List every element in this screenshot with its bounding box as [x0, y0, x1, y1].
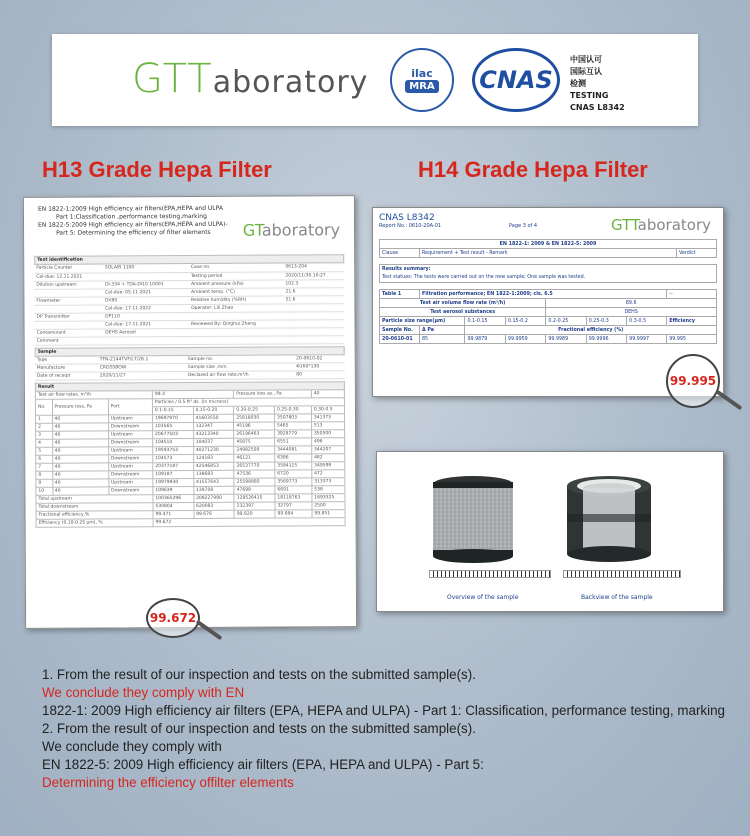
result-row-cell: 40 [52, 463, 108, 471]
result-row-cell: Upstream [108, 447, 152, 455]
identification-row-cell: Cal-due: 17.11.2022 [103, 304, 189, 312]
sample-row-cell: 80 [294, 371, 345, 379]
result-row-cell: 3 [36, 431, 53, 439]
sample-row-cell: Sample size ,mm [186, 363, 294, 372]
identification-row-cell: Ambient pressure (kPa) [189, 280, 283, 288]
identification-row-cell: 102.3 [283, 279, 344, 287]
result-row-cell: 40 [52, 455, 108, 463]
result-row-cell: 40 [52, 487, 108, 495]
fractional-efficiency-row-cell: 99.471 [153, 510, 194, 518]
result-table: Result Test air flow rates, m³/h 99.3 Pressure loss as., Pa 40 No. Pressure loss, Pa Port Particles / 0.5 ft³ ds. (in microns) 0.1-0.15 0.15-0.20 0.20-0.25 0.25-0.30 0.30-0.5 1 40 Upstream 19697970 41603550 25818030 3507803 341373 2 40 Downstream 103565 132347 45196 5465 513 3 40 Upstream 20677503 43213340 26196463 3928779 350500 4 40 Downstream 104510 104037 45875 6551 496 5 40 Upstream 19593753 40271230 24982509 3444081 344207 6 40 Downstream 104573 124183 46121 6386 482 7 40 Upstream 20377187 42546853 26537770 3584115 349599 8 40 Downstream 109187 138683 47536 6720 472 9 40 Upstream 19979930 41557643 25598880 3569773 313373 10 40 Downstream 109639 139708 47698 6691 538 Total upstream 100365296 209227990 128526415 18118763 1693325 Total downstream 530804 620083 232397 32797 2500 Fractional efficiency,% 99.471 99.676 99.820 99.884 99.851 Efficiency (0.10-0.25 μm), % 99.672 [35, 381, 346, 528]
result-row-cell: 7 [36, 463, 53, 471]
identification-row-cell: DP110 [103, 312, 189, 320]
gtt-laboratory-logo: GTTaboratory [132, 56, 369, 102]
result-row-cell: 109187 [153, 470, 194, 478]
scale-ruler-right [563, 570, 681, 578]
identification-row-cell: Ambient temp. (°C) [189, 288, 283, 296]
result-row-cell: 132347 [193, 422, 234, 430]
result-row-cell: 482 [312, 454, 345, 462]
result-row-cell: Downstream [108, 423, 152, 431]
result-row-cell: 3507803 [274, 414, 311, 422]
identification-row-cell: 21.6 [283, 287, 344, 295]
result-row-cell: 341373 [311, 414, 344, 422]
result-row-cell: 313373 [312, 478, 345, 486]
result-row-cell: 40 [52, 431, 108, 439]
result-row-cell: 3584115 [275, 462, 312, 470]
total-upstream-row-label: Total upstream [36, 495, 153, 504]
result-row-cell: 42546853 [193, 462, 234, 470]
h14-summary: Results summary: Test statues: The tests were carried out on the new sample; One sample was tested. [379, 264, 717, 283]
result-row-cell: 19979930 [153, 478, 194, 486]
sample-row-cell: 20-0610-02 [294, 355, 345, 363]
sample-row-cell: Manufacture [35, 364, 98, 372]
h14-performance-table: Table 1 Filtration performance; EN 1822-1:2009; cls. 6.5 -- Test air volume flow rate (m³/h) 89.6 Test aerosol substances DEHS Particle size range(μm) 0.1-0.15 0.15-0.2 0.2-0.25 0.25-0.3 0.3-0.5 Efficiency Sample No. Δ Pa Fractional efficiency (%) 20-0610-01 85 99.9879 99.9959 99.9989 99.9996 99.9997 99.995 [379, 289, 717, 344]
sample-table: Sample [35, 346, 345, 357]
h14-heading: H14 Grade Hepa Filter [418, 157, 648, 182]
sample-row-cell: TFN-2144TVF/L7/26.1 [98, 356, 186, 364]
result-row-cell: 40 [52, 439, 108, 447]
result-row-cell: 46121 [234, 454, 275, 462]
result-row-cell: 41557643 [193, 478, 234, 486]
identification-row-cell: Testing period [189, 272, 283, 280]
result-row-cell: 344207 [312, 446, 345, 454]
fractional-efficiency-row-label: Fractional efficiency,% [36, 511, 153, 520]
ilac-mra-logo: ilac MRA [390, 48, 454, 112]
result-row-cell: 19593753 [153, 446, 194, 454]
identification-row-cell: Dilution upstream [34, 280, 103, 288]
identification-row-cell: Flowmeter [34, 296, 103, 304]
result-row-cell: 47698 [234, 486, 275, 494]
fractional-efficiency-row-cell: 99.851 [312, 510, 345, 518]
identification-row-cell: Contaminant [35, 328, 104, 336]
result-row-cell: 350500 [311, 430, 344, 438]
report-logo: GTaboratory [242, 220, 341, 240]
identification-row-cell: Case no. [189, 264, 283, 272]
h14-header-table: EN 1822-1: 2009 & EN 1822-5: 2009 Clause Requirement + Test result - Remark Verdict [379, 239, 717, 258]
fractional-efficiency-row-cell: 99.884 [275, 510, 312, 518]
result-row-cell: 5 [36, 447, 53, 455]
identification-row-cell [284, 335, 345, 343]
result-row-cell: 10 [36, 487, 53, 495]
cnas-number: CNAS L8342 [379, 213, 435, 223]
total-upstream-row-cell: 128526415 [234, 494, 275, 502]
result-row-cell: 104510 [153, 438, 194, 446]
result-row-cell: 6386 [275, 454, 312, 462]
result-row-cell: 40 [52, 423, 108, 431]
filter-overview-image [429, 474, 517, 564]
result-row-cell: 472 [312, 470, 345, 478]
result-row-cell: 8 [36, 471, 53, 479]
backview-caption: Backview of the sample [581, 594, 653, 601]
identification-row-cell: DI-334 + TDA-DI10 10001 [103, 280, 189, 288]
magnifier-h14-efficiency: 99.995 [666, 354, 720, 408]
result-row-cell: 2 [36, 423, 53, 431]
identification-table: Test identification [34, 254, 344, 265]
result-row-cell: 45196 [234, 422, 275, 430]
sample-row-cell: Declared air flow rate,m³/h [186, 371, 294, 380]
result-row-cell: Upstream [108, 479, 152, 487]
result-row-cell: 25818030 [234, 414, 275, 422]
result-row-cell: 40 [52, 471, 108, 479]
identification-rows [34, 263, 344, 345]
identification-row-cell [189, 336, 283, 344]
fractional-efficiency-row-cell: 99.676 [194, 510, 235, 518]
identification-row-cell: 51.6 [283, 295, 344, 303]
result-row-cell: 3928779 [275, 430, 312, 438]
sample-row [35, 371, 345, 381]
identification-row-cell: Cal-due: 12.11.2021 [34, 272, 103, 280]
total-upstream-row-cell: 18118763 [275, 494, 312, 502]
result-row-cell: 19697970 [152, 414, 193, 422]
total-upstream-row-cell: 209227990 [194, 494, 235, 502]
identification-row-cell: Cal-due: 05.11.2021 [103, 288, 189, 296]
identification-row-cell: SOLAIR 1100 [103, 264, 189, 272]
result-row-cell: 1 [36, 415, 53, 423]
result-row-cell: Downstream [108, 471, 152, 479]
result-row-cell: 47536 [234, 470, 275, 478]
result-row-cell: 6691 [275, 486, 312, 494]
result-row-cell: 5465 [275, 422, 312, 430]
result-row-cell: 40 [52, 415, 108, 423]
result-row-cell: 20677503 [153, 430, 194, 438]
h13-heading: H13 Grade Hepa Filter [42, 157, 272, 182]
total-downstream-row-cell: 620083 [194, 502, 235, 510]
total-downstream-row-cell: 32797 [275, 502, 312, 510]
filter-backview-image [563, 474, 655, 564]
scale-ruler-left [429, 570, 551, 578]
result-row-cell: 3444081 [275, 446, 312, 454]
identification-row-cell: Comment [35, 336, 104, 344]
result-row-cell: 40 [52, 479, 108, 487]
result-row-cell: Upstream [108, 415, 152, 423]
identification-row-cell: Particle Counter [34, 264, 103, 272]
result-row-cell: Downstream [108, 439, 152, 447]
result-row-cell: Downstream [109, 487, 153, 495]
total-downstream-row-cell: 530804 [153, 502, 194, 510]
h14-test-report: CNAS L8342 Report No.: 0610-20A-01 Page 3 of 4 GTTaboratory EN 1822-1: 2009 & EN 1822-5: 2009 Clause Requirement + Test result - Remark Verdict Results summary: Test statues: The tests were carried out on the new sample; One sample was tested. Table 1 Filtration performance; EN 1822-1:2009; cls. 6.5 -- Test air volume flow rate (m³/h) 89.6 Test aerosol substances DEHS Particle size range(μm) 0.1-0.15 0.15-0.2 0.2-0.25 0.25-0.3 0.3-0.5 Efficiency Sample No. Δ Pa Fractional efficiency (%) 20-0610-01 85 99.9879 99.9959 99.9989 99.9996 99.9997 99.995 [372, 207, 724, 397]
conclusion-text: 1. From the result of our inspection and tests on the submitted sample(s). We conclude they comply with EN 1822-1: 2009 High efficiency air filters (EPA, HEPA and ULPA) - Part 1: Classification, performance testing, marking 2. From the result of our inspection and tests on the submitted sample(s). We conclude they comply with EN 1822-5: 2009 High efficiency air filters (EPA, HEPA and ULPA) - Part 5: Determining the efficiency offilter elements [42, 667, 725, 790]
result-row-cell: 104037 [193, 438, 234, 446]
sample-row-cell: 2020/11/27 [98, 372, 186, 380]
result-row-cell: 138683 [193, 470, 234, 478]
identification-row-cell: Operator: Lili Zhao [189, 304, 283, 312]
result-row-cell: Upstream [108, 431, 152, 439]
identification-row-cell [103, 336, 189, 344]
result-row-cell: 6720 [275, 470, 312, 478]
sample-row-cell: Sample no. [186, 355, 294, 364]
total-downstream-row-cell: 232397 [234, 502, 275, 510]
total-upstream-row-cell: 1693325 [312, 494, 345, 502]
result-row-cell: 26537770 [234, 462, 275, 470]
identification-row-cell: 2020/11/30 10:27 [283, 271, 344, 279]
h13-test-report [23, 195, 357, 629]
result-row-cell: 9 [36, 479, 53, 487]
standard-title: EN 1822-1:2009 High efficiency air filters(EPA,HEPA and ULPA Part 1:Classification ,performance testing,marking EN 1822-5:2009 High efficiency air filters(EPA,HEPA and ULPA)- Part 5: Determining the efficiency of filter elements [37, 204, 228, 237]
fractional-efficiency-row-cell: 99.820 [234, 510, 275, 518]
result-row-cell: 349599 [312, 462, 345, 470]
magnifier-h13-efficiency: 99.672 [146, 598, 200, 638]
result-row-cell: 43213340 [193, 430, 234, 438]
result-row-cell: 124183 [193, 454, 234, 462]
result-row-cell: 25598880 [234, 478, 275, 486]
certification-text: 中国认可 国际互认 检测 TESTING CNAS L8342 [570, 55, 625, 112]
result-row-cell: 139708 [193, 486, 234, 494]
sample-row-cell: Type [35, 356, 98, 364]
identification-row [35, 335, 345, 345]
result-row-cell: 4 [36, 439, 53, 447]
result-row-cell: 6 [36, 455, 53, 463]
identification-row-cell: Cal-due: 17.11.2021 [103, 320, 189, 328]
total-upstream-row-cell: 100365296 [153, 494, 194, 502]
result-row-cell: 26196463 [234, 430, 275, 438]
identification-row-cell: DEHS Aerosol [103, 328, 189, 336]
result-row-cell: 24982509 [234, 446, 275, 454]
overview-caption: Overview of the sample [447, 594, 519, 601]
report-logo: GTTaboratory [610, 216, 711, 234]
identification-row-cell: 0613-204 [283, 263, 344, 271]
total-downstream-row-label: Total downstream [36, 503, 153, 512]
result-row-cell: 41603550 [193, 414, 234, 422]
result-row-cell: 104573 [153, 454, 194, 462]
sample-row-cell: CROSSBOW [98, 364, 186, 372]
sample-row-cell: Date of receipt [35, 372, 98, 380]
result-row-cell: 103565 [152, 422, 193, 430]
sample-rows [35, 355, 345, 381]
result-row-cell: 109639 [153, 486, 194, 494]
result-row-cell: 20377187 [153, 462, 194, 470]
total-downstream-row-cell: 2500 [312, 502, 345, 510]
result-row-cell: 40271230 [193, 446, 234, 454]
result-row-cell: Downstream [108, 455, 152, 463]
header-banner [52, 34, 698, 126]
sample-row-cell: Φ160*130 [294, 363, 345, 371]
result-row-cell: 6551 [275, 438, 312, 446]
result-row-cell: 496 [311, 438, 344, 446]
result-row-cell: Upstream [108, 463, 152, 471]
identification-row-cell: Relative humidity (%RH) [189, 296, 283, 304]
result-row-cell: 538 [312, 486, 345, 494]
identification-row-cell: DP Transmitter [34, 312, 103, 320]
result-row-cell: 45875 [234, 438, 275, 446]
result-row-cell: 3569773 [275, 478, 312, 486]
result-row-cell: 40 [52, 447, 108, 455]
identification-row-cell: Reviewed By: Qinghui Zheng [189, 320, 283, 328]
cnas-logo: CNAS [472, 48, 560, 112]
identification-row-cell: DV80 [103, 296, 189, 304]
sample-photos [376, 451, 724, 612]
result-row-cell: 513 [311, 422, 344, 430]
